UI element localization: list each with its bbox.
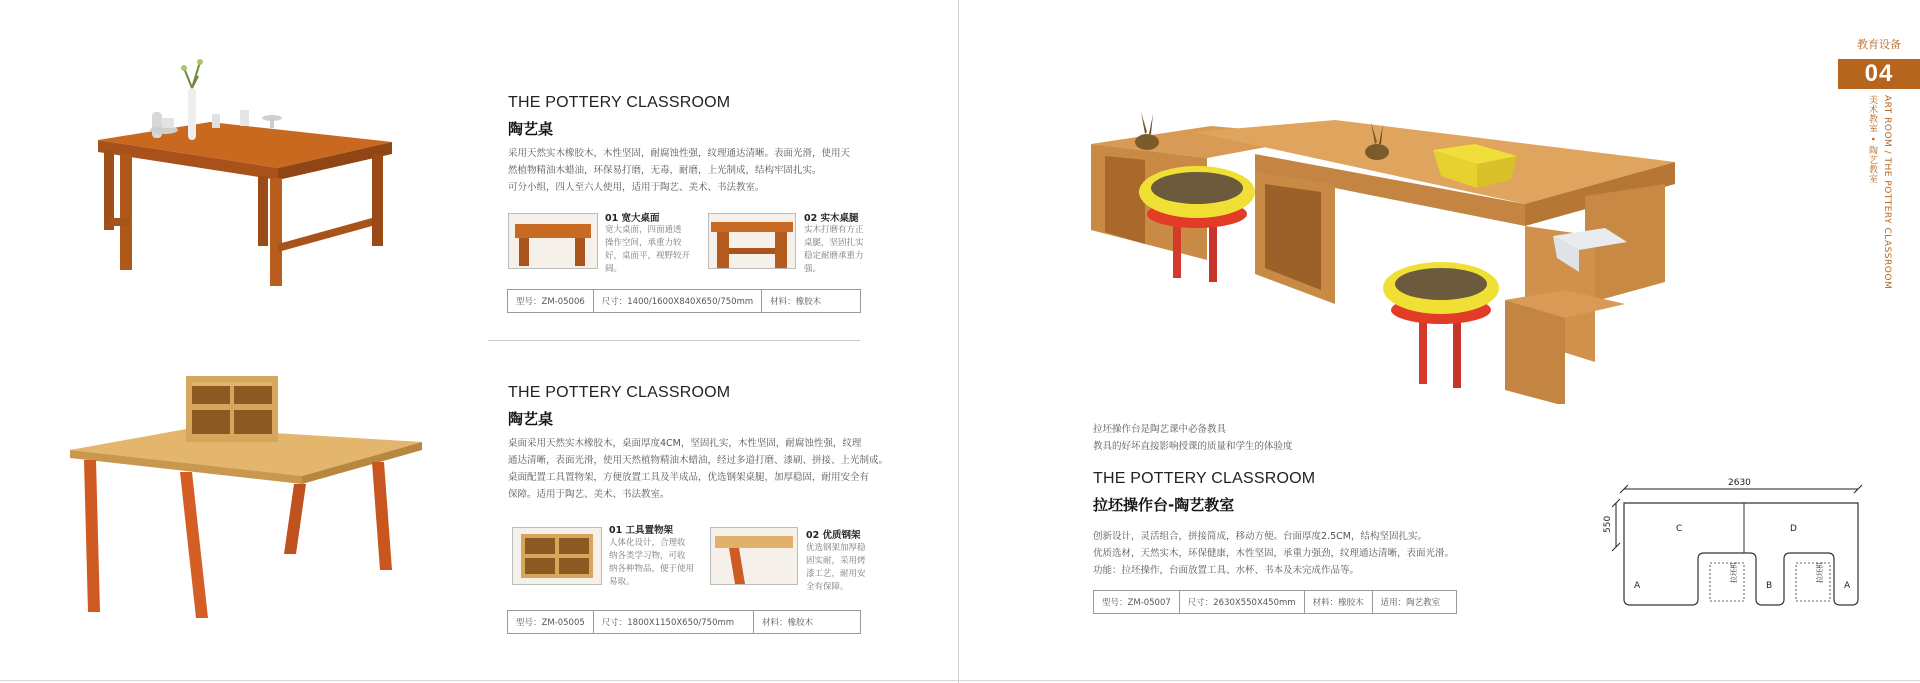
feature-steel-frame-thumbnail <box>710 527 798 585</box>
feature-4-text <box>806 542 878 594</box>
diagram-wheel-label-2: 拉坯机 <box>1816 562 1824 583</box>
spec-material: 材料：橡胶木 <box>762 618 814 628</box>
description-line: 创新设计，灵活组合，拼接简成，移动方便。台面厚度2.5CM，结构坚固扎实。 <box>1093 531 1427 542</box>
spec-size: 尺寸：1400/1600X840X650/750mm <box>594 290 762 312</box>
spec-use: 适用：陶艺教室 <box>1380 598 1441 608</box>
diagram-depth: 550 <box>1603 515 1613 533</box>
feature-text-line: 固实耐，采用烤 <box>806 556 866 566</box>
feature-text-line: 稳定耐磨承重力 <box>804 251 864 261</box>
feature-text-line: 漆工艺，耐用安 <box>806 569 866 579</box>
feature-wide-tabletop-thumbnail <box>508 213 598 269</box>
spec-size: 尺寸：1800X1150X650/750mm <box>594 611 754 633</box>
diagram-label-a-right: A <box>1844 581 1851 591</box>
pottery-wheel-workstation-image <box>1085 104 1675 404</box>
description-line: 可分小组，四人至六人使用，适用于陶艺、美术、书法教室。 <box>508 182 765 193</box>
product-3-description <box>1093 528 1493 579</box>
product-1-description <box>508 145 868 196</box>
product-2-spec-table <box>507 610 861 634</box>
diagram-wheel-label-1: 拉坯机 <box>1730 562 1738 583</box>
description-line: 优质选材，天然实木，环保健康，木性坚固，承重力强劲，纹理通达清晰，表面光滑。 <box>1093 548 1455 559</box>
feature-3-text <box>609 537 695 589</box>
spec-model: 型号：ZM-05007 <box>1094 591 1180 613</box>
description-line: 采用天然实木橡胶木，木性坚固，耐腐蚀性强，纹理通达清晰。表面光滑，使用天 <box>508 148 851 159</box>
product-2-title-en: THE POTTERY CLASSROOM <box>508 384 731 401</box>
feature-text-line: 实木打磨有方正 <box>804 225 864 235</box>
intro-line: 教具的好坏直接影响授课的质量和学生的体验度 <box>1093 441 1293 452</box>
feature-text-line: 操作空间，承重力较 <box>605 238 682 248</box>
diagram-label-a-left: A <box>1634 581 1641 591</box>
description-line: 桌面配置工具置物架，方便放置工具及半成品，优选钢架桌腿，加厚稳固，耐用安全有 <box>508 472 870 483</box>
pottery-table-1-image <box>80 58 400 290</box>
feature-text-line: 桌腿，坚固扎实 <box>804 238 864 248</box>
description-line: 然植物精油木蜡油，环保易打磨，无毒，耐磨，上光制成，结构牢固扎实。 <box>508 165 822 176</box>
description-line: 通达清晰，表面光滑，使用天然植物精油木蜡油，经过多道打磨、漆刷、拼接、上光制成。 <box>508 455 889 466</box>
product-3-title-en: THE POTTERY CLASSROOM <box>1093 470 1316 487</box>
description-line: 保障。适用于陶艺、美术、书法教室。 <box>508 489 670 500</box>
section-label-en: ART ROOM / THE POTTERY CLASSROOM <box>1882 95 1892 290</box>
feature-tool-shelf-thumbnail <box>512 527 602 585</box>
feature-text-line: 全有保障。 <box>806 582 849 592</box>
section-divider <box>488 340 860 341</box>
feature-2-title: 02 实木桌腿 <box>804 213 859 224</box>
spec-material: 材料：橡胶木 <box>770 297 822 307</box>
diagram-total-width: 2630 <box>1728 478 1751 488</box>
feature-text-line: 纳各种物品，便于使用 <box>609 564 695 574</box>
product-3-spec-table <box>1093 590 1457 614</box>
feature-text-line: 阔。 <box>605 264 623 274</box>
feature-4-title: 02 优质钢架 <box>806 530 861 541</box>
diagram-label-d: D <box>1790 524 1797 534</box>
feature-text-line: 易取。 <box>609 577 635 587</box>
product-3-title-cn: 拉坯操作台-陶艺教室 <box>1093 496 1235 514</box>
spec-model: 型号：ZM-05006 <box>508 290 594 312</box>
feature-text-line: 人体化设计，合理收 <box>609 538 686 548</box>
feature-wood-legs-thumbnail <box>708 213 796 269</box>
category-label: 教育设备 <box>1857 38 1901 51</box>
product-1-title-en: THE POTTERY CLASSROOM <box>508 94 731 111</box>
page-number-badge: 04 <box>1838 59 1920 89</box>
workstation-layout-diagram <box>1594 473 1884 608</box>
spec-size: 尺寸：2630X550X450mm <box>1180 591 1305 613</box>
diagram-label-b: B <box>1766 581 1773 591</box>
product-2-title-cn: 陶艺桌 <box>508 410 554 428</box>
feature-3-title: 01 工具置物架 <box>609 525 674 536</box>
product-2-description <box>508 435 888 503</box>
spec-material: 材料：橡胶木 <box>1305 591 1373 613</box>
product-1-spec-table <box>507 289 861 313</box>
spec-model: 型号：ZM-05005 <box>508 611 594 633</box>
description-line: 桌面采用天然实木橡胶木，桌面厚度4CM，坚固扎实，木性坚固，耐腐蚀性强，纹理 <box>508 438 862 449</box>
feature-text-line: 纳各类学习物，可收 <box>609 551 686 561</box>
page-bottom-line <box>0 680 1920 681</box>
pottery-table-2-image <box>62 372 434 624</box>
feature-text-line: 好，桌面平，视野较开 <box>605 251 691 261</box>
feature-1-text <box>605 224 691 276</box>
feature-1-title: 01 宽大桌面 <box>605 213 660 224</box>
feature-2-text <box>804 224 876 276</box>
section-label-cn: 美术教室 • 陶艺教室 <box>1867 95 1877 184</box>
feature-text-line: 强。 <box>804 264 822 274</box>
page-fold <box>958 0 959 683</box>
feature-text-line: 优选钢架加厚稳 <box>806 543 866 553</box>
product-3-intro <box>1093 421 1423 455</box>
description-line: 功能：拉坯操作，台面放置工具、水杯、书本及未完成作品等。 <box>1093 565 1360 576</box>
product-1-title-cn: 陶艺桌 <box>508 120 554 138</box>
intro-line: 拉坯操作台是陶艺课中必备教具 <box>1093 424 1227 435</box>
diagram-label-c: C <box>1676 524 1683 534</box>
feature-text-line: 宽大桌面，四面通透 <box>605 225 682 235</box>
